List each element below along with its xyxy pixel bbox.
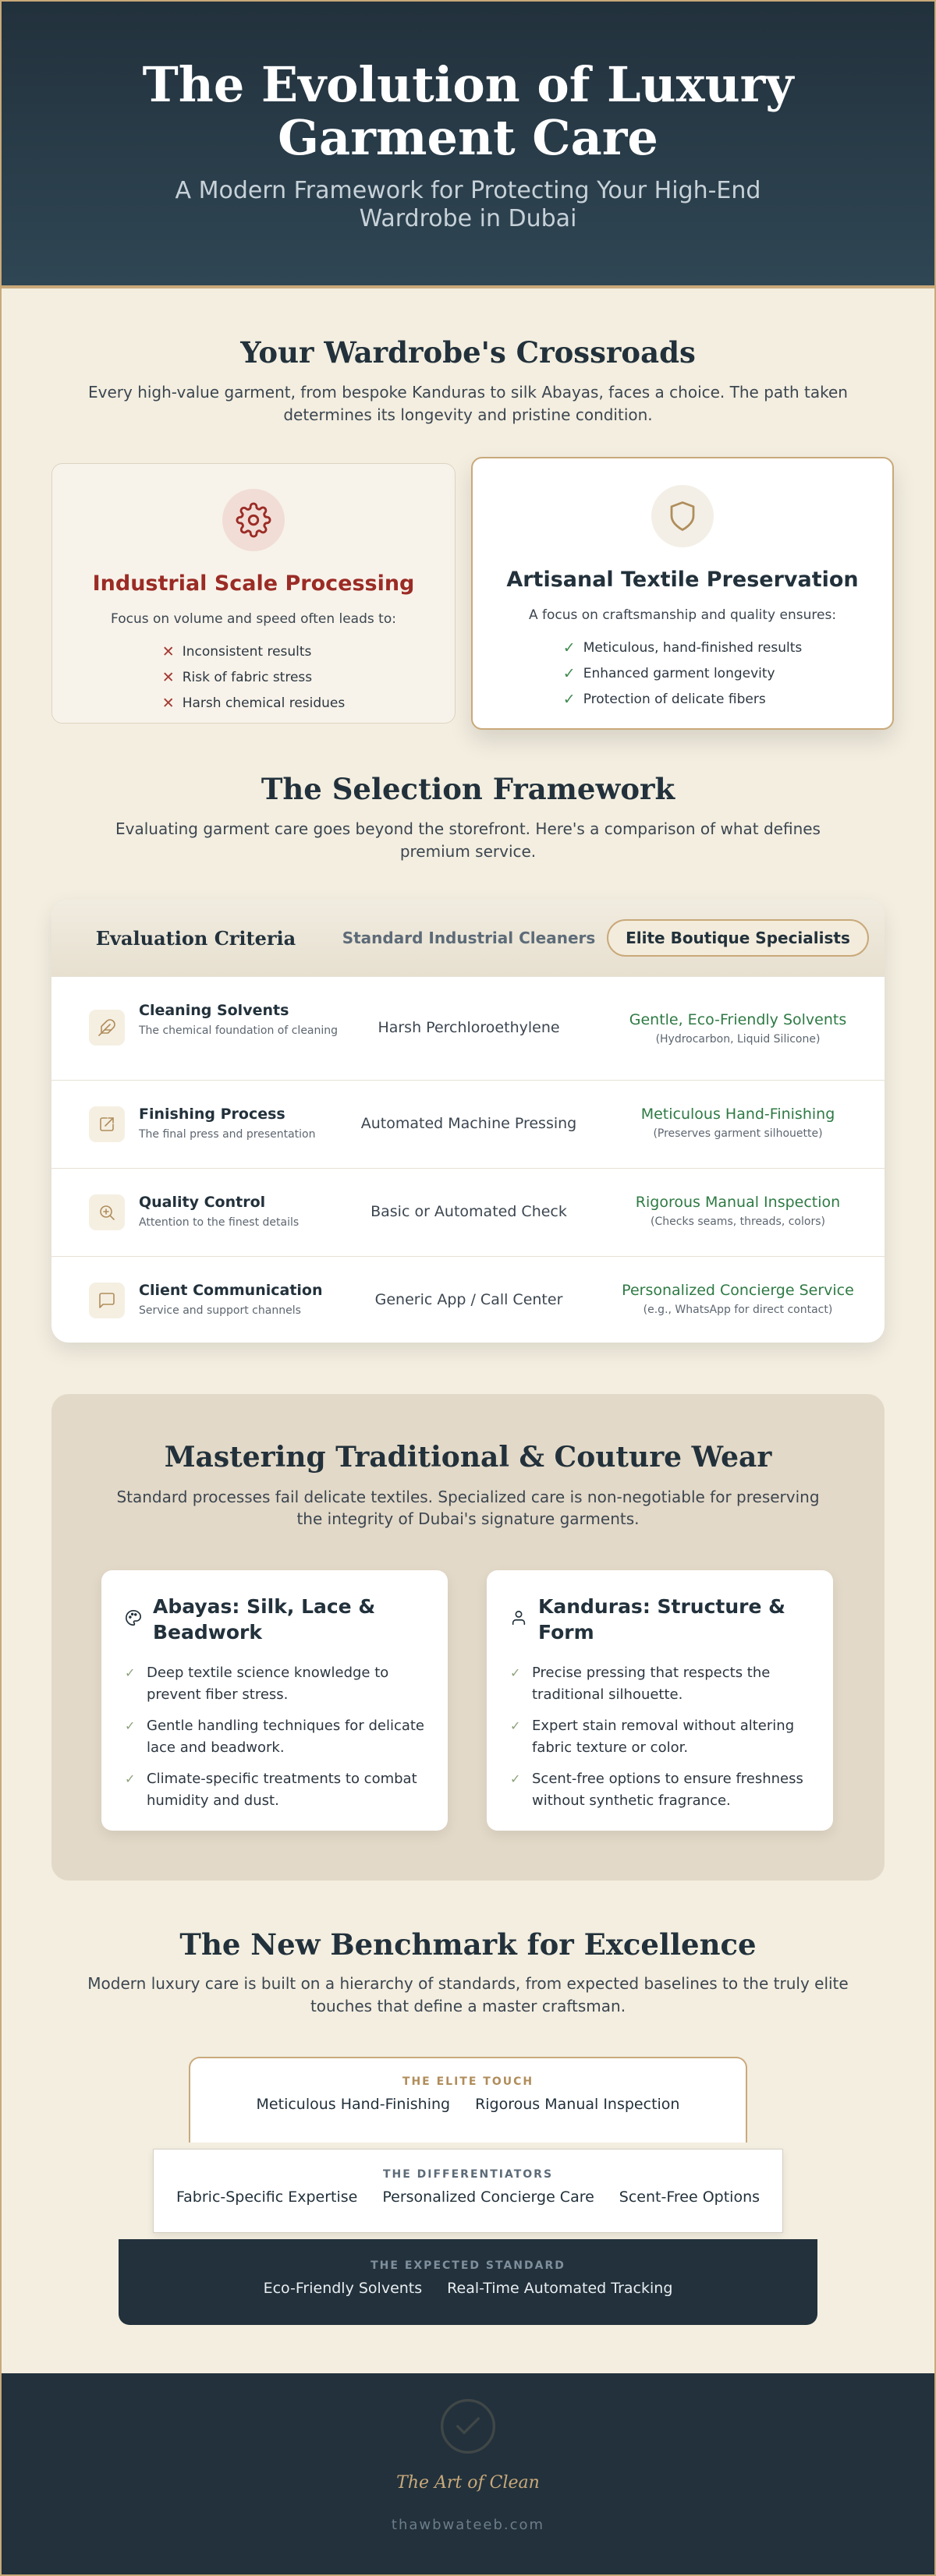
cross-icon: ✕ — [161, 643, 175, 660]
tier-differentiators — [153, 2149, 783, 2233]
tier-item: Scent-Free Options — [619, 2189, 760, 2206]
footer-tagline: The Art of Clean — [396, 2473, 540, 2493]
chat-icon — [89, 1283, 125, 1318]
table-row — [51, 1080, 885, 1168]
finish-icon — [89, 1106, 125, 1142]
footer — [0, 2373, 936, 2576]
tier-label: THE ELITE TOUCH — [402, 2075, 534, 2088]
tier-label: THE EXPECTED STANDARD — [370, 2259, 566, 2272]
abayas-card — [101, 1570, 448, 1831]
couture-subtitle: Standard processes fail delicate textiles. Specialized care is non-negotiable for preserving the integrity of Dubai's signature garments. — [116, 1488, 820, 1528]
kanduras-title: Kanduras: Structure & Form — [538, 1595, 785, 1644]
tier-item: Personalized Concierge Care — [382, 2189, 594, 2206]
tier-elite-touch — [189, 2057, 747, 2143]
elite-note: (Preserves garment silhouette) — [653, 1127, 823, 1140]
elite-cell — [597, 1106, 878, 1140]
list-item: ✓ Meticulous, hand-finished results — [563, 635, 803, 661]
check-icon: ✓ — [562, 691, 576, 708]
check-icon: ✓ — [562, 639, 576, 656]
elite-cell — [597, 1011, 878, 1046]
tier-item: Meticulous Hand-Finishing — [256, 2096, 451, 2113]
elite-value: Personalized Concierge Service — [622, 1282, 854, 1299]
standard-value: Generic App / Call Center — [374, 1291, 563, 1308]
list-item: ✓ Gentle handling techniques for delicate lace and beadwork. — [125, 1715, 429, 1759]
list-item: ✓ Protection of delicate fibers — [563, 687, 803, 713]
tier-item: Real-Time Automated Tracking — [447, 2280, 673, 2297]
list-item: ✓ Scent-free options to ensure freshness without synthetic fragrance. — [510, 1768, 814, 1812]
check-icon: ✓ — [562, 665, 576, 682]
shield-icon — [651, 485, 714, 547]
crossroads-title: Your Wardrobe's Crossroads — [240, 335, 696, 370]
check-icon: ✓ — [125, 1718, 136, 1733]
magnifier-icon — [89, 1194, 125, 1230]
table-row — [51, 1168, 885, 1256]
page-title: The Evolution of Luxury Garment Care — [142, 56, 794, 166]
feather-icon — [89, 1010, 125, 1046]
tier-item: Fabric-Specific Expertise — [176, 2189, 358, 2206]
criteria-title: Client Communication — [139, 1282, 323, 1299]
elite-value: Rigorous Manual Inspection — [635, 1194, 841, 1211]
table-header — [51, 900, 885, 976]
elite-value: Meticulous Hand-Finishing — [640, 1106, 835, 1123]
tier-expected-standard — [119, 2239, 817, 2325]
criteria-desc: Attention to the finest details — [139, 1216, 300, 1229]
list-item: ✕ Risk of fabric stress — [162, 665, 346, 691]
industrial-title: Industrial Scale Processing — [92, 571, 415, 596]
industrial-lead: Focus on volume and speed often leads to: — [111, 611, 396, 627]
list-item: ✓ Enhanced garment longevity — [563, 661, 803, 687]
list-item: ✓ Precise pressing that respects the traditional silhouette. — [510, 1662, 814, 1706]
elite-note: (e.g., WhatsApp for direct contact) — [643, 1304, 833, 1316]
footer-url-link[interactable]: thawbwateeb.com — [391, 2517, 545, 2533]
standard-value: Basic or Automated Check — [370, 1203, 567, 1220]
couture-section — [51, 1394, 885, 1881]
criteria-desc: The final press and presentation — [139, 1128, 316, 1141]
criteria-title: Finishing Process — [139, 1106, 285, 1123]
check-icon: ✓ — [125, 1665, 136, 1680]
header-elite: Elite Boutique Specialists — [597, 900, 878, 976]
artisanal-title: Artisanal Textile Preservation — [506, 568, 859, 592]
tier-item: Eco-Friendly Solvents — [263, 2280, 423, 2297]
table-row — [51, 976, 885, 1080]
list-item: ✕ Inconsistent results — [162, 639, 346, 665]
artisanal-card — [471, 457, 894, 730]
kanduras-list — [510, 1662, 814, 1821]
crossroads-subtitle: Every high-value garment, from bespoke Kanduras to silk Abayas, faces a choice. The path taken determines its longevity and pristine condition. — [88, 383, 848, 424]
hero-banner — [0, 0, 936, 288]
standard-value: Automated Machine Pressing — [360, 1115, 577, 1132]
cross-icon: ✕ — [161, 669, 175, 686]
criteria-title: Quality Control — [139, 1194, 266, 1211]
criteria-desc: Service and support channels — [139, 1304, 301, 1317]
benchmark-title: The New Benchmark for Excellence — [179, 1927, 757, 1962]
table-row — [51, 1256, 885, 1343]
industrial-card — [51, 463, 456, 724]
header-criteria: Evaluation Criteria — [95, 926, 296, 950]
header-standard: Standard Industrial Cleaners — [342, 929, 596, 947]
industrial-list — [162, 639, 346, 717]
framework-title: The Selection Framework — [261, 772, 675, 806]
framework-subtitle: Evaluating garment care goes beyond the storefront. Here's a comparison of what defines premium service. — [115, 819, 821, 861]
artisanal-lead: A focus on craftsmanship and quality ensures: — [528, 607, 837, 623]
elite-note: (Checks seams, threads, colors) — [651, 1215, 825, 1228]
elite-cell — [597, 1282, 878, 1316]
tier-label: THE DIFFERENTIATORS — [382, 2168, 554, 2181]
person-icon — [510, 1609, 527, 1629]
cross-icon: ✕ — [161, 695, 175, 712]
tier-item: Rigorous Manual Inspection — [475, 2096, 680, 2113]
elite-cell — [597, 1194, 878, 1228]
check-icon: ✓ — [510, 1718, 521, 1733]
criteria-title: Cleaning Solvents — [139, 1002, 289, 1019]
check-icon: ✓ — [510, 1665, 521, 1680]
logo-icon — [437, 2395, 499, 2461]
criteria-desc: The chemical foundation of cleaning — [139, 1024, 339, 1037]
standard-value: Harsh Perchloroethylene — [378, 1019, 560, 1036]
list-item: ✕ Harsh chemical residues — [162, 691, 346, 717]
list-item: ✓ Deep textile science knowledge to prevent fiber stress. — [125, 1662, 429, 1706]
kanduras-card — [487, 1570, 833, 1831]
abayas-list — [125, 1662, 429, 1821]
list-item: ✓ Expert stain removal without altering fabric texture or color. — [510, 1715, 814, 1759]
couture-title: Mastering Traditional & Couture Wear — [164, 1441, 772, 1474]
check-icon: ✓ — [510, 1771, 521, 1786]
check-icon: ✓ — [125, 1771, 136, 1786]
elite-value: Gentle, Eco-Friendly Solvents — [629, 1011, 847, 1028]
artisanal-list — [563, 635, 803, 713]
list-item: ✓ Climate-specific treatments to combat humidity and dust. — [125, 1768, 429, 1812]
benchmark-subtitle: Modern luxury care is built on a hierarchy of standards, from expected baselines to the truly elite touches that define a master craftsman. — [87, 1974, 849, 2015]
elite-note: (Hydrocarbon, Liquid Silicone) — [655, 1033, 821, 1046]
abayas-title: Abayas: Silk, Lace & Beadwork — [153, 1595, 376, 1644]
page-subtitle: A Modern Framework for Protecting Your High-End Wardrobe in Dubai — [175, 177, 761, 232]
palette-icon — [125, 1609, 142, 1629]
gear-icon — [222, 489, 285, 551]
comparison-table — [51, 900, 885, 1343]
